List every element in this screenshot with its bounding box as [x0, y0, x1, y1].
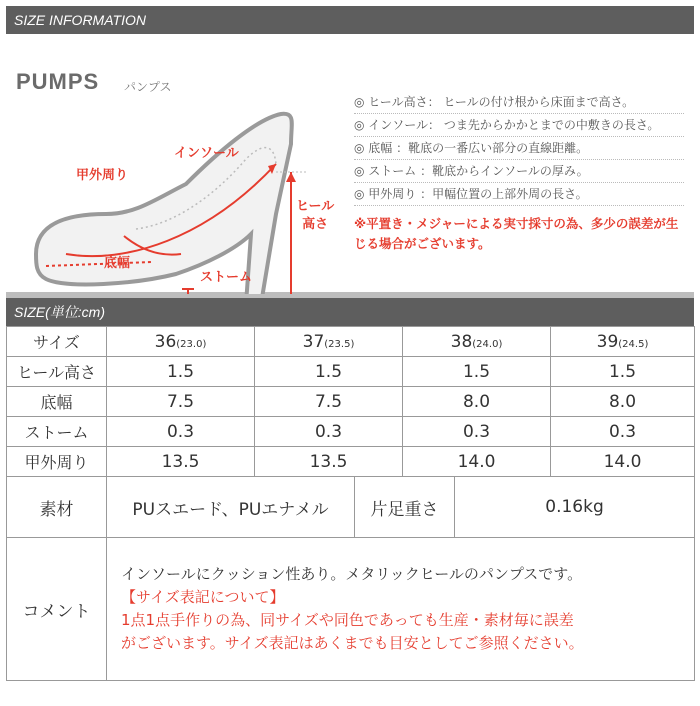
material-row: [7, 477, 695, 538]
note-heel-height: ◎ ヒール高さ： ヒールの付け根から床面まで高さ。: [354, 91, 684, 114]
info-area: [6, 34, 694, 298]
material-table: [6, 476, 695, 538]
size-cell: [255, 327, 403, 357]
comment-label: コメント: [7, 538, 107, 681]
measurement-notes: [354, 91, 684, 254]
pumps-title: PUMPS: [16, 69, 100, 94]
weight-label: 片足重さ: [355, 477, 455, 538]
weight-value: 0.16kg: [455, 477, 695, 538]
note-sole-width: ◎ 底幅 ：靴底の一番広い部分の直線距離。: [354, 137, 684, 160]
size-sub: (23.0): [176, 338, 207, 350]
table-cell: 13.5: [107, 447, 255, 477]
pump-shoe-diagram: [6, 104, 346, 294]
size-sub: (24.5): [618, 338, 649, 350]
size-cell: [403, 327, 551, 357]
row-label: 底幅: [7, 387, 107, 417]
table-cell: 0.3: [255, 417, 403, 447]
heel-height-label: ヒール 高さ: [296, 199, 335, 232]
size-information-header: SIZE INFORMATION: [6, 6, 694, 34]
size-label: サイズ: [7, 327, 107, 357]
comment-size-note: 1点1点手作りの為、同サイズや同色であっても生産・素材毎に誤差: [121, 611, 574, 629]
table-cell: 7.5: [255, 387, 403, 417]
table-cell: 8.0: [403, 387, 551, 417]
table-cell: 8.0: [551, 387, 695, 417]
table-row-sizes: [7, 327, 695, 357]
size-unit-header: SIZE(単位:cm): [6, 298, 694, 326]
material-label: 素材: [7, 477, 107, 538]
comment-size-note: がございます。サイズ表記はあくまでも目安としてご参照ください。: [121, 634, 584, 652]
measurement-warning: ※平置き・メジャーによる実寸採寸の為、多少の誤差が生じる場合がございます。: [354, 216, 679, 251]
row-label: ストーム: [7, 417, 107, 447]
note-instep: ◎ 甲外周り ：甲幅位置の上部外周の長さ。: [354, 183, 684, 206]
comment-line: インソールにクッション性あり。メタリックヒールのパンプスです。: [121, 565, 583, 583]
table-cell: 13.5: [255, 447, 403, 477]
table-cell: 7.5: [107, 387, 255, 417]
table-cell: 0.3: [403, 417, 551, 447]
table-row: [7, 357, 695, 387]
row-label: 甲外周り: [7, 447, 107, 477]
size-table: [6, 326, 695, 477]
instep-label: 甲外周り: [76, 168, 129, 183]
note-insole: ◎ インソール： つま先からかかとまでの中敷きの長さ。: [354, 114, 684, 137]
table-cell: 0.3: [551, 417, 695, 447]
note-storm: ◎ ストーム ：靴底からインソールの厚み。: [354, 160, 684, 183]
comment-table: [6, 537, 695, 681]
size-sub: (23.5): [324, 338, 355, 350]
insole-label: インソール: [174, 146, 239, 161]
table-cell: 14.0: [403, 447, 551, 477]
comment-body: [107, 538, 695, 681]
size-main: 36: [154, 331, 177, 352]
table-cell: 1.5: [551, 357, 695, 387]
material-value: PUスエード、PUエナメル: [107, 477, 355, 538]
comment-size-note-title: 【サイズ表記について】: [121, 588, 285, 606]
table-cell: 1.5: [403, 357, 551, 387]
table-cell: 1.5: [255, 357, 403, 387]
page: [6, 6, 694, 694]
size-main: 39: [596, 331, 619, 352]
table-row: [7, 387, 695, 417]
row-label: ヒール高さ: [7, 357, 107, 387]
size-main: 38: [450, 331, 473, 352]
size-cell: [551, 327, 695, 357]
sole-width-label: 底幅: [104, 256, 131, 271]
table-cell: 14.0: [551, 447, 695, 477]
table-cell: 0.3: [107, 417, 255, 447]
size-main: 37: [302, 331, 325, 352]
table-row: [7, 447, 695, 477]
table-row: [7, 417, 695, 447]
size-cell: [107, 327, 255, 357]
storm-label: ストーム: [200, 270, 253, 285]
table-cell: 1.5: [107, 357, 255, 387]
pumps-subtitle: パンプス: [124, 80, 172, 94]
comment-row: [7, 538, 695, 681]
size-sub: (24.0): [472, 338, 503, 350]
